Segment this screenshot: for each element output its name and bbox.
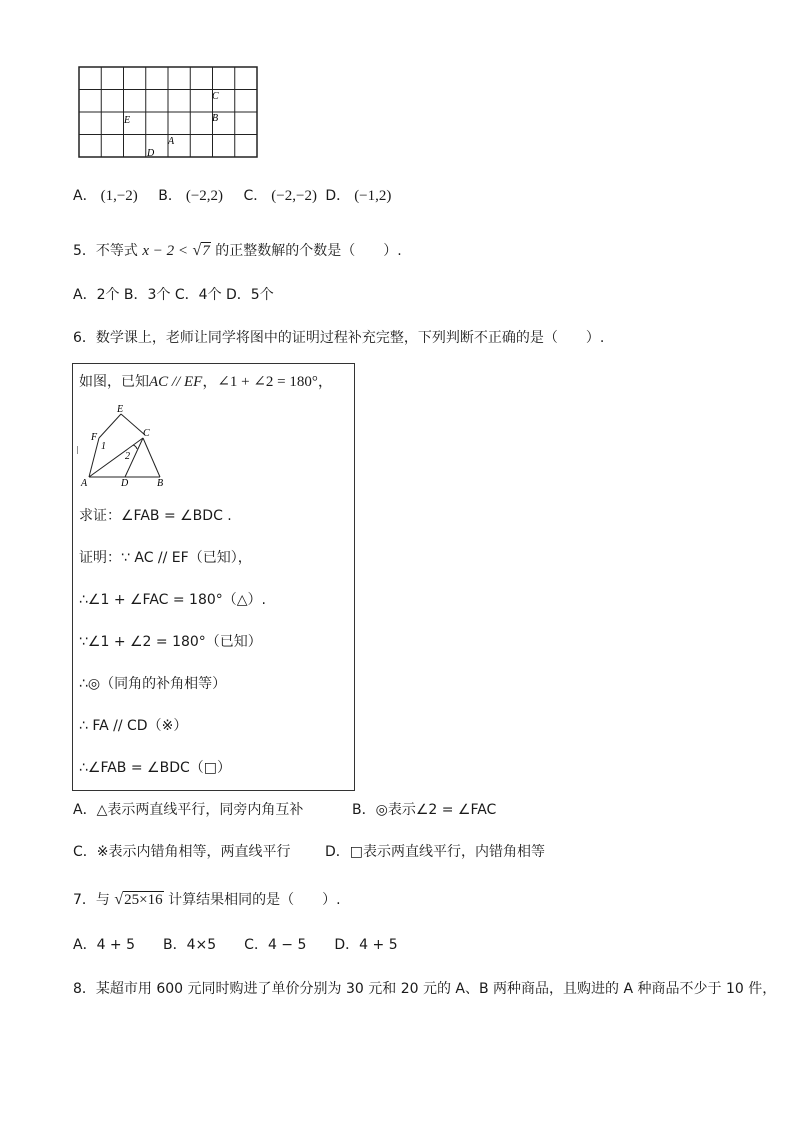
q7-stem: 7．与 √25×16 计算结果相同的是（ ）. <box>73 891 341 908</box>
triangle-figure <box>77 404 173 488</box>
q6-option-a[interactable]: A．△表示两直线平行，同旁内角互补 <box>73 802 304 818</box>
proof-step-3: ∵∠1 + ∠2 = 180°（已知） <box>79 634 262 650</box>
proof-box <box>72 363 355 791</box>
point-label-d: D <box>147 148 155 159</box>
q7-options: A．4 + 5 B．4×5 C．4 − 5 D．4 + 5 <box>73 937 398 953</box>
point-label-e: E <box>124 115 131 126</box>
proof-step-4: ∴◎（同角的补角相等） <box>79 676 227 692</box>
proof-step-5: ∴ FA // CD（※） <box>79 718 188 734</box>
q4-option-d[interactable]: D． (−1,2) <box>325 188 392 204</box>
fig-label-1: 1 <box>101 441 106 452</box>
proof-given: 如图，已知AC // EF，∠1 + ∠2 = 180°， <box>79 374 333 390</box>
point-label-a: A <box>168 136 175 147</box>
proof-step-2: ∴∠1 + ∠FAC = 180°（△）. <box>79 592 266 608</box>
sqrt-symbol: √ <box>114 891 124 908</box>
fig-label-2: 2 <box>125 451 130 462</box>
proof-prove: 求证：∠FAB = ∠BDC . <box>79 508 232 524</box>
point-label-c: C <box>212 91 219 102</box>
proof-step-6: ∴∠FAB = ∠BDC（□） <box>79 760 231 776</box>
coordinate-grid-figure <box>78 66 260 160</box>
fig-label-f: F <box>91 432 98 443</box>
q4-option-c[interactable]: C． (−2,−2) <box>243 188 317 204</box>
fig-label-d: D <box>121 478 129 488</box>
q4-option-b[interactable]: B． (−2,2) <box>158 188 224 204</box>
fig-label-e: E <box>117 404 124 415</box>
fig-label-c: C <box>143 428 150 439</box>
fig-label-b: B <box>157 478 164 488</box>
q5-options: A．2个 B．3个 C．4个 D．5个 <box>73 287 274 303</box>
q4-option-a[interactable]: A． (1,−2) <box>73 188 138 204</box>
fig-label-a: A <box>81 478 88 488</box>
q8-stem: 8．某超市用 600 元同时购进了单价分别为 30 元和 20 元的 A、B 两种商品，且购进的 A 种商品不少于 10 件， <box>73 981 777 997</box>
q6-option-b[interactable]: B．◎表示∠2 = ∠FAC <box>352 802 497 818</box>
q4-options <box>73 186 391 206</box>
proof-step-1: 证明：∵ AC // EF（已知）， <box>79 550 252 566</box>
q6-option-d[interactable]: D．□表示两直线平行，内错角相等 <box>325 844 546 860</box>
q5-stem: 5．不等式 x − 2 < √7 的正整数解的个数是（ ）. <box>73 242 402 259</box>
point-label-b: B <box>212 113 219 124</box>
q6-stem: 6．数学课上，老师让同学将图中的证明过程补充完整，下列判断不正确的是（ ）. <box>73 330 605 346</box>
sqrt-symbol: √ <box>192 242 202 259</box>
q6-option-c[interactable]: C．※表示内错角相等，两直线平行 <box>73 844 291 860</box>
